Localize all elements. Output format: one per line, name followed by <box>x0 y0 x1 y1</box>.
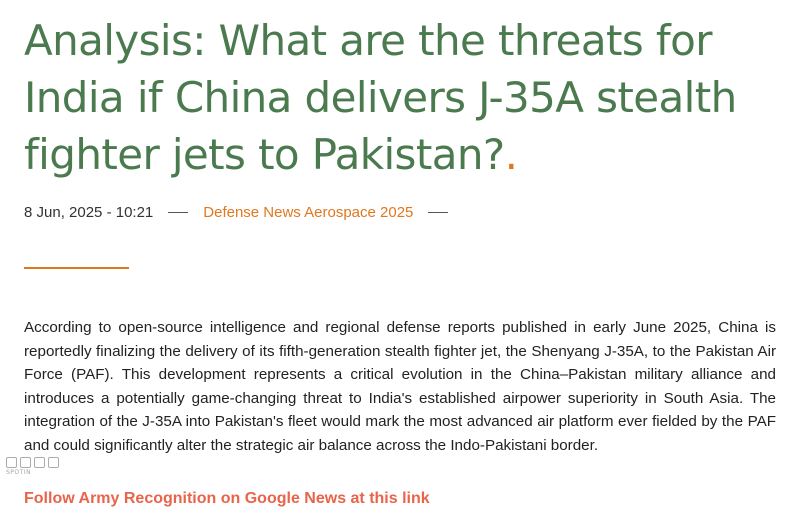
category-link[interactable]: Defense News Aerospace 2025 <box>203 204 414 221</box>
meta-separator <box>168 212 188 213</box>
watermark-text: SPOTIN <box>6 469 32 476</box>
google-news-follow-link[interactable]: Follow Army Recognition on Google News at this link <box>24 490 430 507</box>
article-title-text: Analysis: What are the threats for India if China delivers J-35A stealth fighter jets to Pakistan? <box>24 16 737 179</box>
watermark-glyph-1 <box>6 457 17 468</box>
watermark-glyph-2 <box>20 457 31 468</box>
article-body: According to open-source intelligence and regional defense reports published in early June 2025, China is reportedly finalizing the delivery of its fifth-generation stealth fighter jet, the Shenyang J-35A, to the Pakistan Air Force (PAF). This development represents a critical evolution in the China–Pakistan military alliance and introduces a potentially game-changing threat to India's established airpower superiority in South Asia. The integration of the J-35A into Pakistan's fleet would mark the most advanced air platform ever fielded by the PAF and could significantly alter the strategic air balance across the Indo-Pakistani border. <box>24 319 776 454</box>
watermark-glyph-4 <box>48 457 59 468</box>
watermark-logo-icon <box>6 457 70 479</box>
watermark-glyph-3 <box>34 457 45 468</box>
article <box>24 0 780 507</box>
meta-separator-end <box>428 212 448 213</box>
article-meta <box>24 204 463 221</box>
accent-divider <box>24 267 129 269</box>
publish-date: 8 Jun, 2025 - 10:21 <box>24 204 154 221</box>
watermark-glyphs <box>6 457 70 468</box>
title-accent-dot: . <box>504 130 518 179</box>
article-title <box>24 12 780 183</box>
